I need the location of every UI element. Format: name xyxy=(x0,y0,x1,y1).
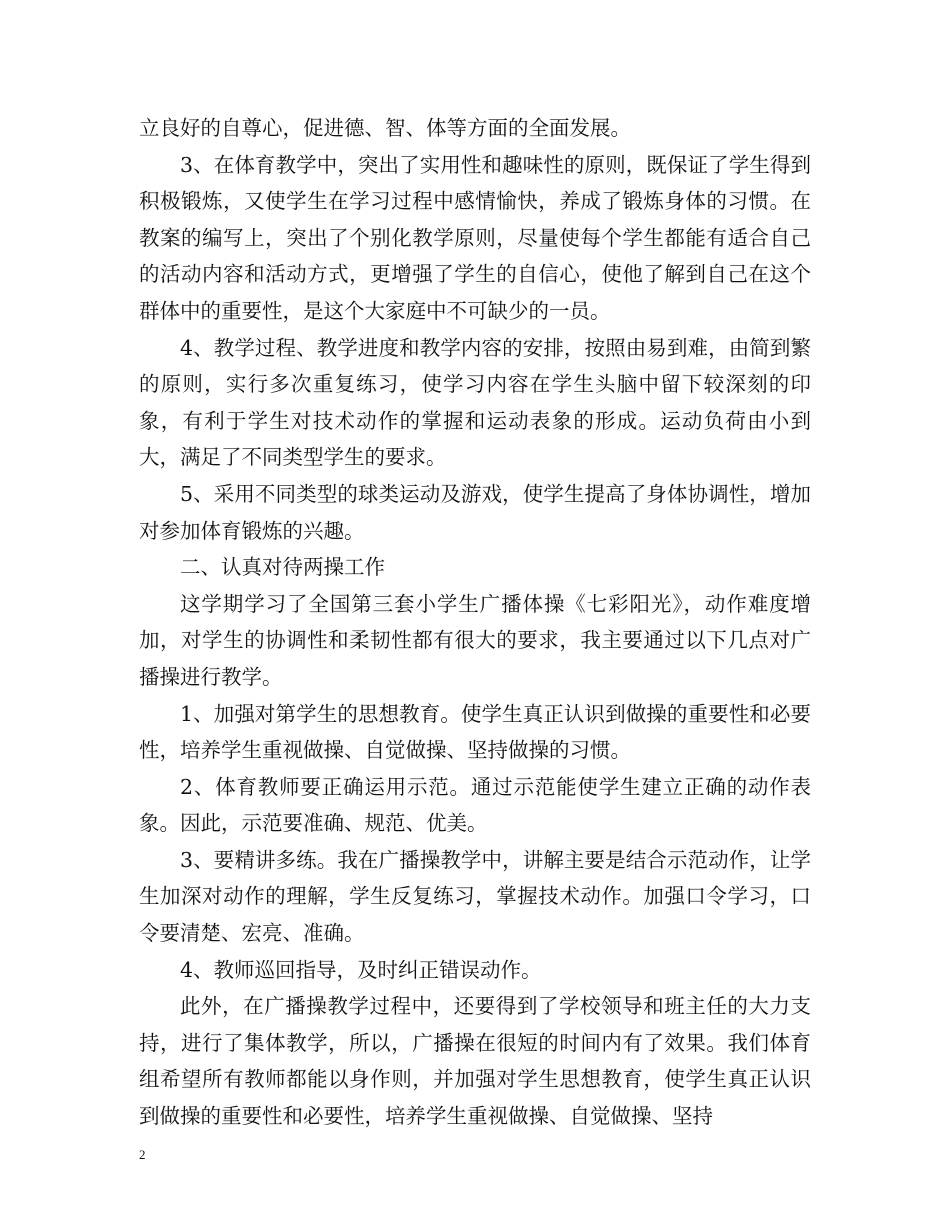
paragraph: 这学期学习了全国第三套小学生广播体操《七彩阳光》，动作难度增加，对学生的协调性和柔韧性都有很大的要求，我主要通过以下几点对广播操进行教学。 xyxy=(139,591,811,689)
paragraph: 4、教学过程、教学进度和教学内容的安排，按照由易到难，由简到繁的原则，实行多次重复练习，使学习内容在学生头脑中留下较深刻的印象，有利于学生对技术动作的掌握和运动表象的形成。运动负荷由小到大，满足了不同类型学生的要求。 xyxy=(139,335,811,470)
section-heading: 二、认真对待两操工作 xyxy=(180,555,385,580)
body-text xyxy=(139,110,811,1135)
paragraph: 1、加强对第学生的思想教育。使学生真正认识到做操的重要性和必要性，培养学生重视做操、自觉做操、坚持做操的习惯。 xyxy=(139,701,811,763)
paragraph: 立良好的自尊心，促进德、智、体等方面的全面发展。 xyxy=(139,116,631,140)
paragraph: 3、要精讲多练。我在广播操教学中，讲解主要是结合示范动作，让学生加深对动作的理解，学生反复练习，掌握技术动作。加强口令学习，口令要清楚、宏亮、准确。 xyxy=(139,847,811,946)
paragraph: 4、教师巡回指导，及时纠正错误动作。 xyxy=(180,957,542,982)
paragraph: 2、体育教师要正确运用示范。通过示范能使学生建立正确的动作表象。因此，示范要准确、规范、优美。 xyxy=(139,774,811,836)
paragraph: 3、在体育教学中，突出了实用性和趣味性的原则，既保证了学生得到积极锻炼，又使学生在学习过程中感情愉快，养成了锻炼身体的习惯。在教案的编写上，突出了个别化教学原则，尽量使每个学生都能有适合自己的活动内容和活动方式，更增强了学生的自信心，使他了解到自己在这个群体中的重要性，是这个大家庭中不可缺少的一员。 xyxy=(139,152,811,323)
page-number: 2 xyxy=(139,1147,146,1162)
paragraph: 此外，在广播操教学过程中，还要得到了学校领导和班主任的大力支持，进行了集体教学，所以，广播操在很短的时间内有了效果。我们体育组希望所有教师都能以身作则，并加强对学生思想教育，使学生真正认识到做操的重要性和必要性，培养学生重视做操、自觉做操、坚持 xyxy=(139,994,811,1129)
paragraph: 5、采用不同类型的球类运动及游戏，使学生提高了身体协调性，增加对参加体育锻炼的兴趣。 xyxy=(139,481,811,543)
